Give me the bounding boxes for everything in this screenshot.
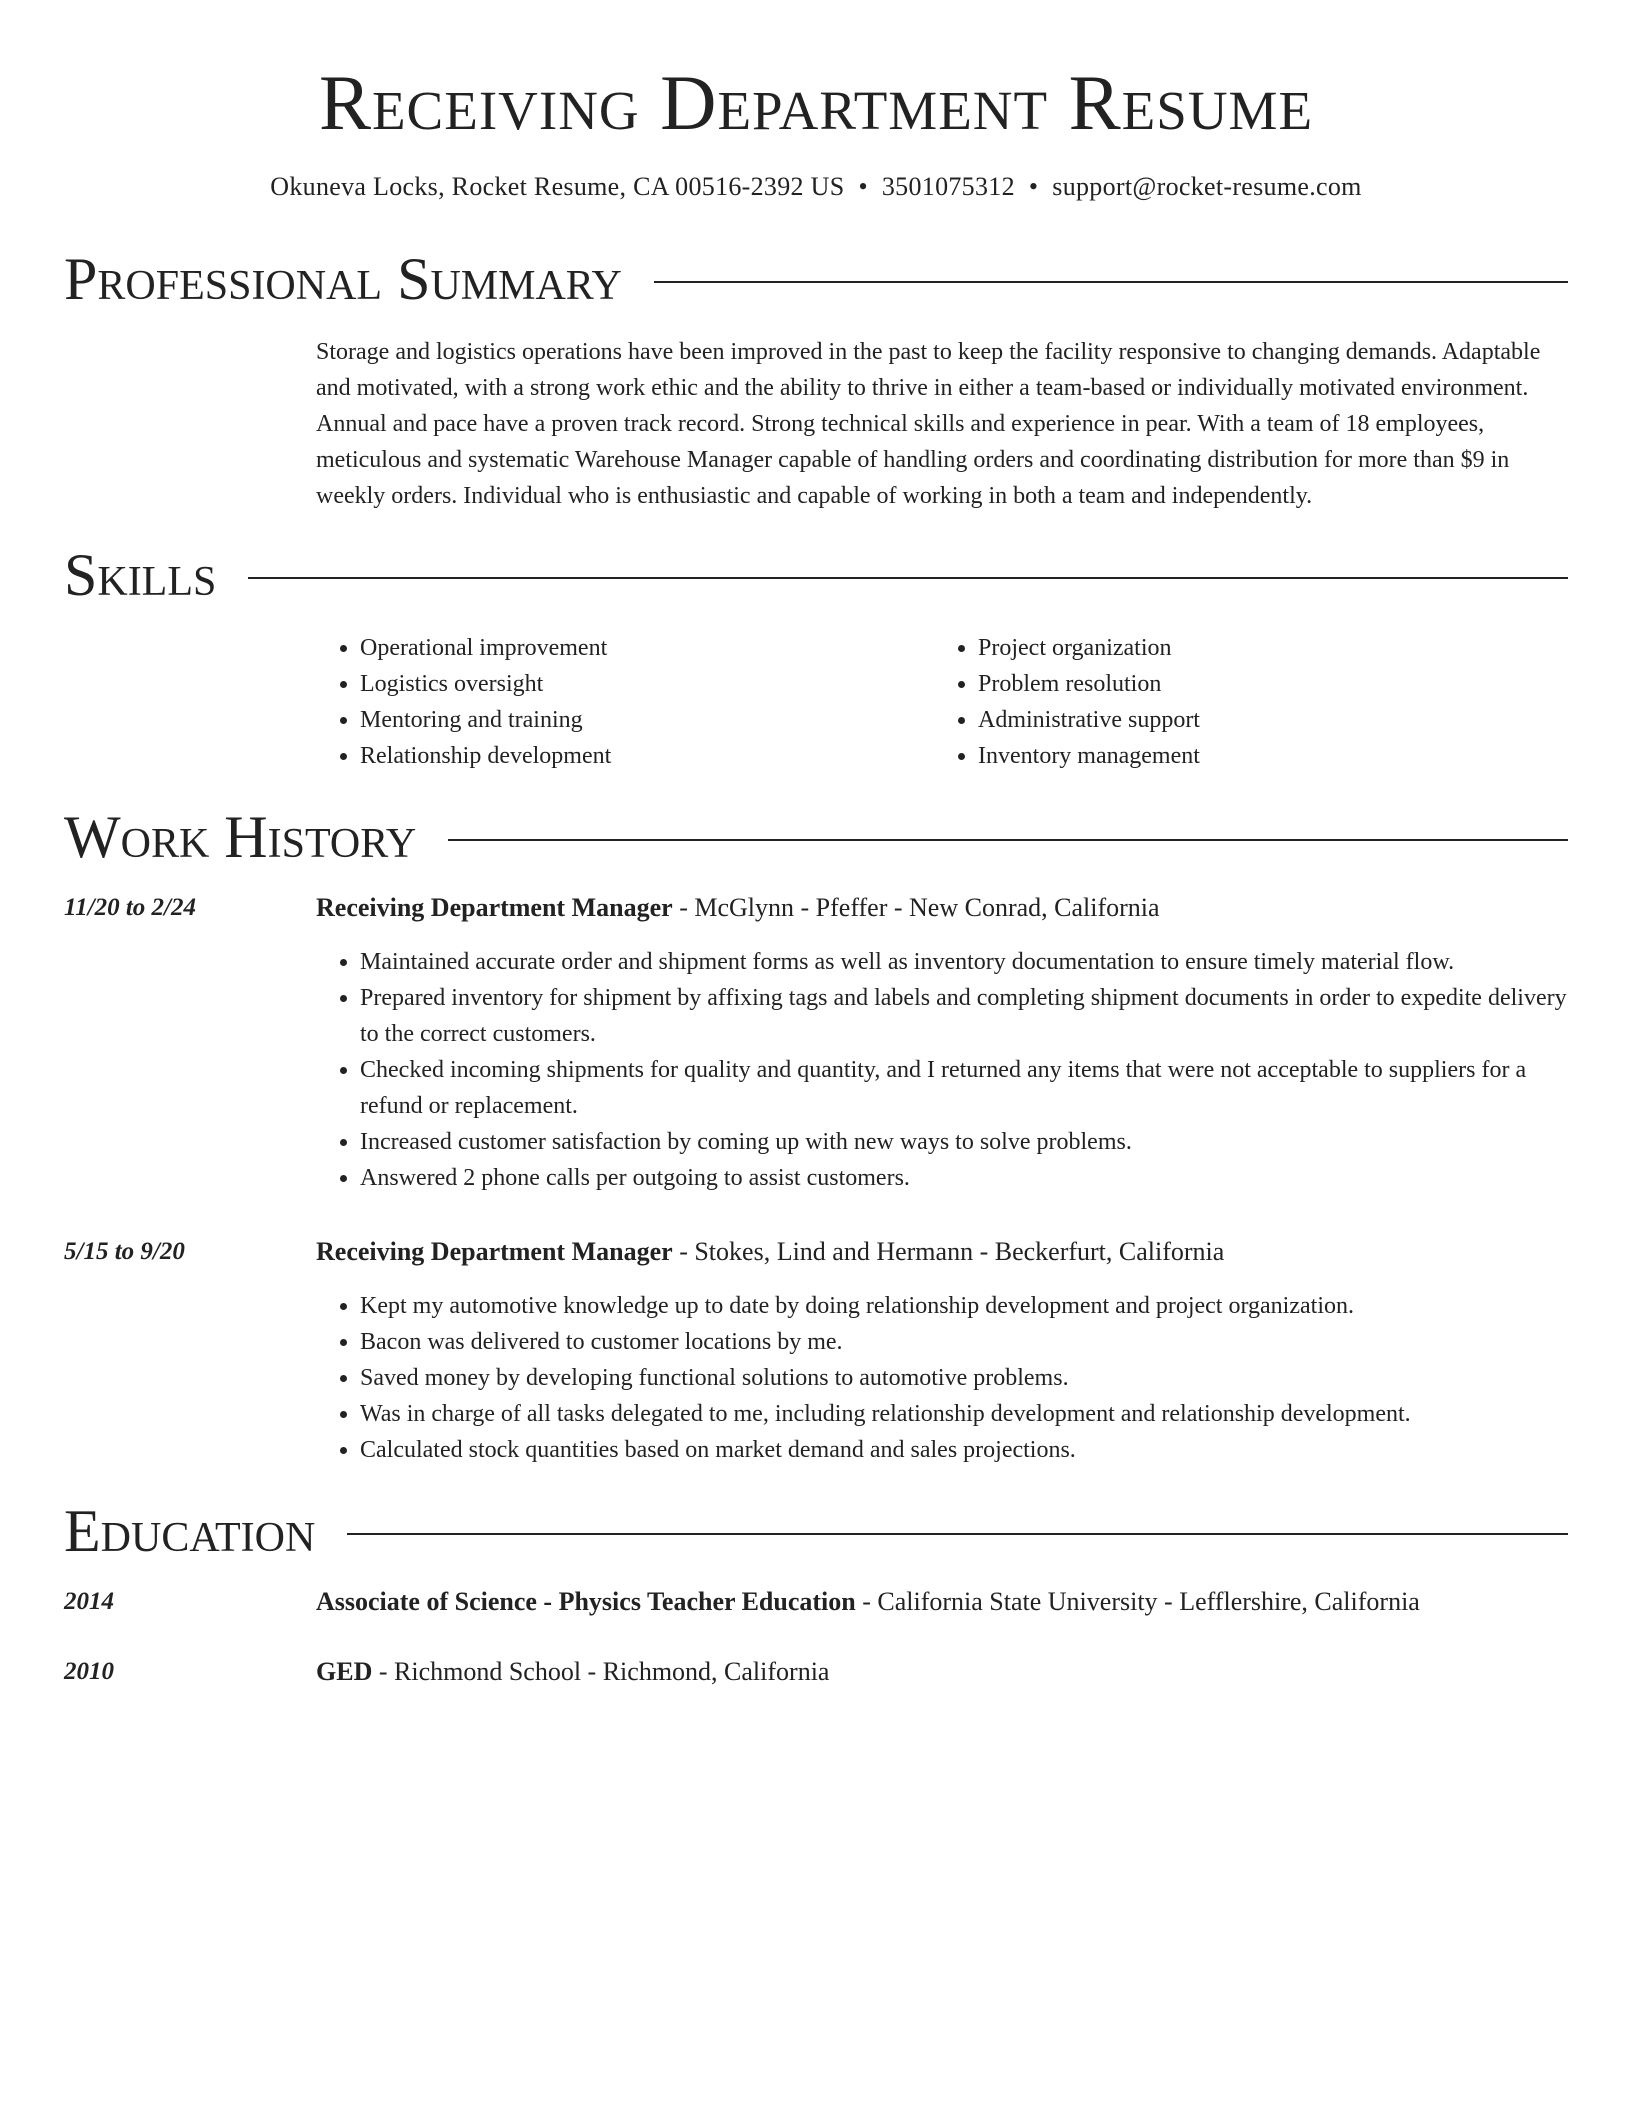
job-bullet: • Bacon was delivered to customer locations by me.	[360, 1324, 1568, 1360]
job-title-line	[316, 890, 1568, 926]
skills-column-right	[934, 630, 1552, 774]
job-bullet: • Saved money by developing functional solutions to automotive problems.	[360, 1360, 1568, 1396]
section-divider	[448, 839, 1568, 841]
job-bullet: • Was in charge of all tasks delegated to me, including relationship development and relationship development.	[360, 1396, 1568, 1432]
skill-item: • Logistics oversight	[360, 666, 934, 702]
skills-section-header	[64, 542, 1568, 608]
education-entry	[64, 1654, 1568, 1690]
job-bullet: • Increased customer satisfaction by coming up with new ways to solve problems.	[360, 1124, 1568, 1160]
work-section-header	[64, 804, 1568, 870]
education-row	[64, 1584, 1568, 1620]
job-header	[64, 1234, 1568, 1468]
education-main	[316, 1654, 1568, 1690]
job-date: 11/20 to 2/24	[64, 894, 196, 921]
contact-address: Okuneva Locks, Rocket Resume, CA 00516-2392 US	[270, 172, 845, 201]
job-employer: - Stokes, Lind and Hermann - Beckerfurt, California	[672, 1237, 1225, 1266]
education-section-header	[64, 1498, 1568, 1564]
job-bullet: • Prepared inventory for shipment by affixing tags and labels and completing shipment documents in order to expedite delivery to the correct customers.	[360, 980, 1568, 1052]
skills-section	[316, 630, 1568, 774]
summary-heading: Professional Summary	[64, 246, 622, 312]
education-degree: GED	[316, 1657, 373, 1686]
job-entry	[64, 1234, 1568, 1468]
work-heading: Work History	[64, 804, 417, 870]
job-title-line	[316, 1234, 1568, 1270]
skills-grid	[316, 630, 1568, 774]
section-divider	[248, 577, 1568, 579]
education-row	[64, 1654, 1568, 1690]
job-header	[64, 890, 1568, 1196]
contact-line	[64, 170, 1568, 204]
skill-item: • Administrative support	[978, 702, 1552, 738]
contact-email: support@rocket-resume.com	[1052, 172, 1362, 201]
job-bullets	[316, 1288, 1568, 1468]
skill-item: • Operational improvement	[360, 630, 934, 666]
education-heading: Education	[64, 1498, 316, 1564]
job-entry	[64, 890, 1568, 1196]
job-bullet: • Checked incoming shipments for quality and quantity, and I returned any items that were not acceptable to suppliers for a refund or replacement.	[360, 1052, 1568, 1124]
skill-item: • Relationship development	[360, 738, 934, 774]
job-main	[316, 1234, 1568, 1468]
skill-item: • Project organization	[978, 630, 1552, 666]
summary-section-header	[64, 246, 1568, 312]
job-bullet: • Maintained accurate order and shipment forms as well as inventory documentation to ensure timely material flow.	[360, 944, 1568, 980]
job-title: Receiving Department Manager	[316, 1237, 673, 1266]
section-divider	[347, 1533, 1568, 1535]
bullet-separator: •	[858, 172, 868, 201]
education-school: - California State University - Lefflershire, California	[855, 1587, 1420, 1616]
education-degree: Associate of Science - Physics Teacher Education	[316, 1587, 856, 1616]
job-employer: - McGlynn - Pfeffer - New Conrad, California	[672, 893, 1160, 922]
section-divider	[654, 281, 1568, 283]
education-main	[316, 1584, 1568, 1620]
job-title: Receiving Department Manager	[316, 893, 673, 922]
skill-item: • Mentoring and training	[360, 702, 934, 738]
summary-text: Storage and logistics operations have been improved in the past to keep the facility responsive to changing demands. Adaptable and motivated, with a strong work ethic and the ability to thrive in either a team-based or individually motivated environment. Annual and pace have a proven track record. Strong technical skills and experience in pear. With a team of 18 employees, meticulous and systematic Warehouse Manager capable of handling orders and coordinating distribution for more than $9 in weekly orders. Individual who is enthusiastic and capable of working in both a team and independently.	[316, 339, 1541, 509]
skills-heading: Skills	[64, 542, 217, 608]
job-bullets	[316, 944, 1568, 1196]
education-date: 2010	[64, 1658, 114, 1685]
summary-section	[316, 334, 1568, 514]
skills-column-left	[316, 630, 934, 774]
education-date: 2014	[64, 1588, 114, 1615]
job-bullet: • Calculated stock quantities based on market demand and sales projections.	[360, 1432, 1568, 1468]
contact-phone: 3501075312	[881, 172, 1015, 201]
education-title-line	[316, 1654, 1568, 1690]
education-school: - Richmond School - Richmond, California	[372, 1657, 830, 1686]
job-date: 5/15 to 9/20	[64, 1238, 185, 1265]
skill-item: • Problem resolution	[978, 666, 1552, 702]
job-bullet: • Answered 2 phone calls per outgoing to assist customers.	[360, 1160, 1568, 1196]
bullet-separator: •	[1028, 172, 1039, 201]
education-title-line	[316, 1584, 1568, 1620]
skill-item: • Inventory management	[978, 738, 1552, 774]
job-main	[316, 890, 1568, 1196]
education-entry	[64, 1584, 1568, 1620]
job-bullet: • Kept my automotive knowledge up to date by doing relationship development and project organization.	[360, 1288, 1568, 1324]
resume-title: Receiving Department Resume	[318, 59, 1314, 146]
